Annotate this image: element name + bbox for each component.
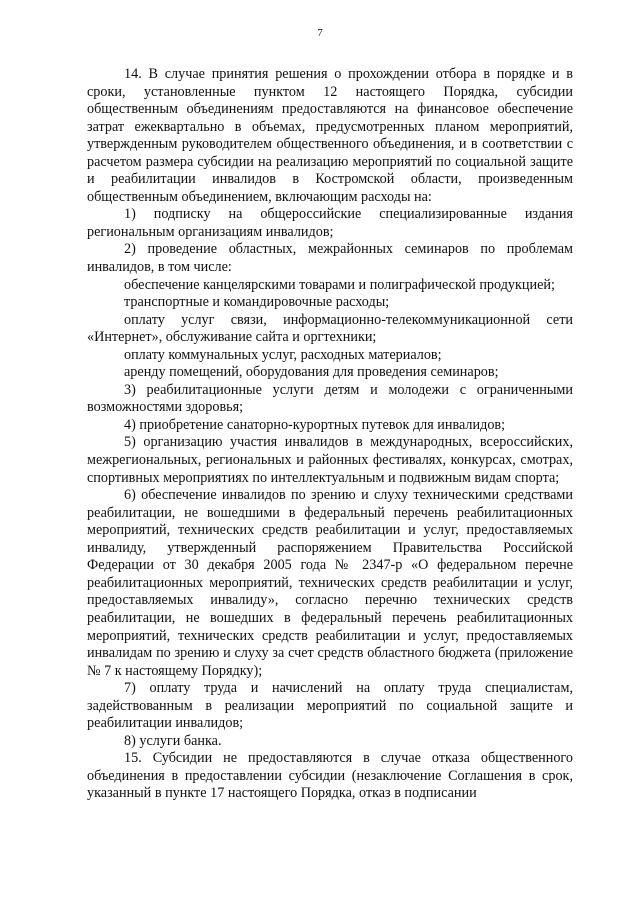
list-item-7: 7) оплату труда и начислений на оплату труда специалистам, задействованным в реализации мероприятий по социальной защите и реабилитации инвалидов; [87, 680, 573, 732]
sub-item-transport: транспортные и командировочные расходы; [124, 294, 390, 311]
paragraph-14: 14. В случае принятия решения о прохождении отбора в порядке и в сроки, установленные пунктом 12 настоящего Порядка, субсидии общественным объединениям предоставляются на финансовое обеспечение затрат ежеквартально в объемах, предусмотренных планом мероприятий, утвержденным руководителем общественного объединения, и в соответствии с расчетом размера субсидии на реализацию мероприятий по социальной защите и реабилитации инвалидов в Костромской области, произведенным общественным объединением, включающим расходы на: [87, 66, 573, 205]
sub-item-communication: оплату услуг связи, информационно-телекоммуникационной сети «Интернет», обслуживание сайта и оргтехники; [87, 311, 573, 346]
list-item-1: 1) подписку на общероссийские специализированные издания региональным организациям инвалидов; [87, 206, 573, 240]
document-body [87, 66, 573, 803]
list-item-3: 3) реабилитационные услуги детям и молодежи с ограниченными возможностями здоровья; [87, 381, 573, 416]
page-number: 7 [317, 27, 323, 39]
list-item-2: 2) проведение областных, межрайонных семинаров по проблемам инвалидов, в том числе: [87, 241, 573, 276]
list-item-8: 8) услуги банка. [124, 732, 222, 749]
list-item-5: 5) организацию участия инвалидов в международных, всероссийских, межрегиональных, региональных и районных фестивалях, конкурсах, смотрах, спортивных мероприятиях по интеллектуальным и подвижным видам спорта; [87, 434, 573, 486]
paragraph-15: 15. Субсидии не предоставляются в случае отказа общественного объединения в предоставлении субсидии (незаключение Соглашения в срок, указанный в пункте 17 настоящего Порядка, отказ в подписании [87, 750, 573, 802]
list-item-4: 4) приобретение санаторно-курортных путевок для инвалидов; [124, 416, 506, 433]
list-item-6: 6) обеспечение инвалидов по зрению и слуху техническими средствами реабилитации, не вошедшими в федеральный перечень реабилитационных мероприятий, технических средств реабилитации и услуг, предоставляемых инвалиду, утвержденный распоряжением Правительства Российской Федерации от 30 декабря 2005 года № 2347-р «О федеральном перечне реабилитационных мероприятий, технических средств реабилитации и услуг, предоставляемых инвалиду», согласно перечню технических средств реабилитации, не вошедших в федеральный перечень реабилитационных мероприятий, технических средств реабилитации и услуг, предоставляемых инвалидам по зрению и слуху за счет средств областного бюджета (приложение № 7 к настоящему Порядку); [87, 487, 573, 679]
sub-item-rent: аренду помещений, оборудования для проведения семинаров; [124, 364, 499, 381]
sub-item-stationery: обеспечение канцелярскими товарами и полиграфической продукцией; [124, 276, 555, 293]
sub-item-utilities: оплату коммунальных услуг, расходных материалов; [124, 346, 442, 363]
